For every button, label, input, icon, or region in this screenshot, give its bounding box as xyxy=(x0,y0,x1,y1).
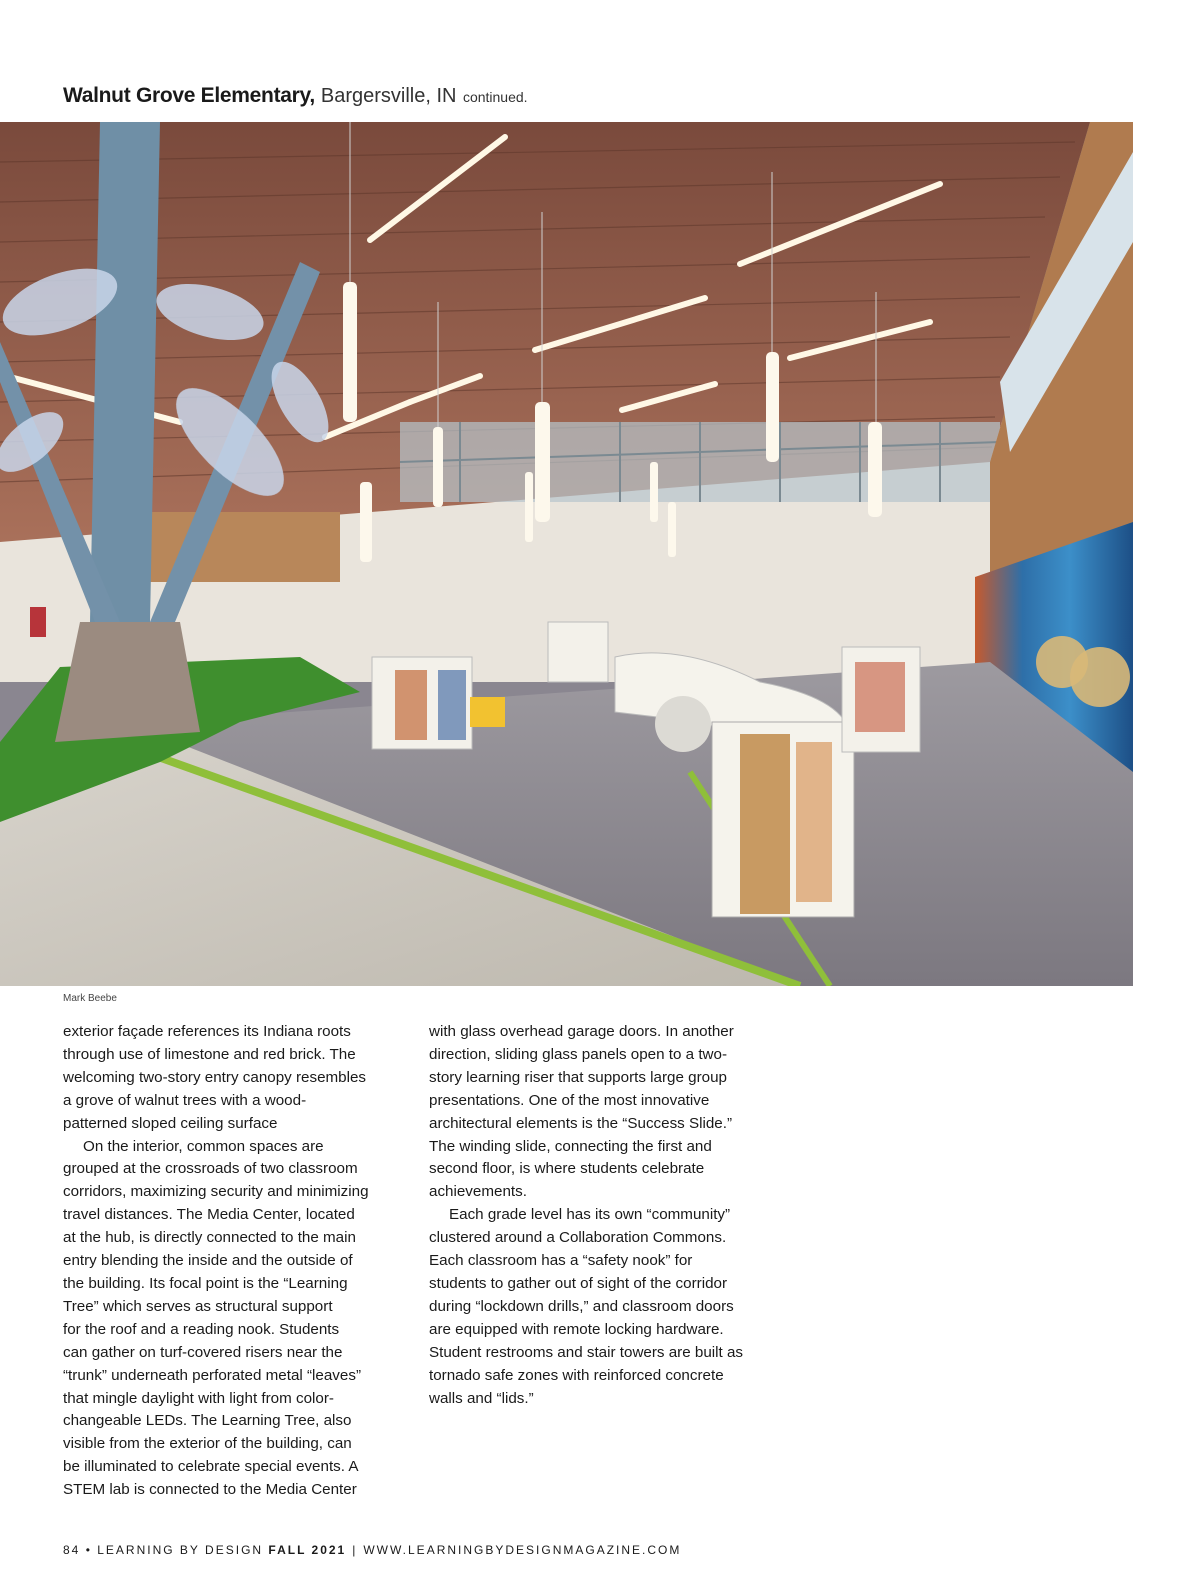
paragraph: with glass overhead garage doors. In another direction, sliding glass panels open to a two- story learning riser that supports large group presentations. One of the most innovative architectural elements is the “Success Slide.” The winding slide, connecting the first and second floor, is where students celebrate achievements. xyxy=(429,1023,734,1201)
school-name: Walnut Grove Elementary, xyxy=(63,84,315,107)
website-link[interactable]: WWW.LEARNINGBYDESIGNMAGAZINE.COM xyxy=(363,1543,682,1557)
page-footer xyxy=(63,1543,681,1557)
tree-trunk xyxy=(90,122,160,622)
photo-credit: Mark Beebe xyxy=(63,993,117,1004)
paragraph: On the interior, common spaces are grouped at the crossroads of two classroom corridors, maximizing security and minimizing travel distances. The Media Center, located at the hub, is directly connected to the main entry blending the inside and the outside of the building. Its focal point is the “Learning Tree” which serves as structural support for the roof and a reading nook. Students can gather on turf-covered risers near the “trunk” underneath perforated metal “leaves” that mingle daylight with light from color- changeable LEDs. The Learning Tree, also visible from the exterior of the building, can be illuminated to celebrate special events. A STEM lab is connected to the Media Center xyxy=(63,1137,369,1499)
footer-bullet: • xyxy=(85,1543,92,1557)
paragraph: Each grade level has its own “community” clustered around a Collaboration Commons. Each classroom has a “safety nook” for students to gather out of sight of the corridor during “lockdown drills,” and classroom doors are equipped with remote locking hardware. Student restrooms and stair towers are built as tornado safe zones with reinforced concrete walls and “lids.” xyxy=(429,1206,744,1407)
flag xyxy=(30,607,46,637)
footer-separator: | xyxy=(352,1543,358,1557)
school-location: Bargersville, IN xyxy=(320,85,457,107)
article-column-left xyxy=(63,1021,408,1502)
page-header xyxy=(63,84,528,108)
paragraph: exterior façade references its Indiana roots through use of limestone and red brick. The welcoming two-story entry canopy resembles a grove of walnut trees with a wood- patterned sloped ceiling surface xyxy=(63,1023,367,1132)
page-number: 84 xyxy=(63,1543,81,1557)
tree-base xyxy=(55,622,200,742)
magazine-name: LEARNING BY DESIGN xyxy=(97,1543,264,1557)
mural-circle xyxy=(1070,647,1130,707)
article-column-right xyxy=(429,1021,774,1410)
media-center-photo xyxy=(0,122,1133,986)
issue-label: FALL 2021 xyxy=(268,1543,347,1557)
continued-label: continued. xyxy=(462,89,528,105)
